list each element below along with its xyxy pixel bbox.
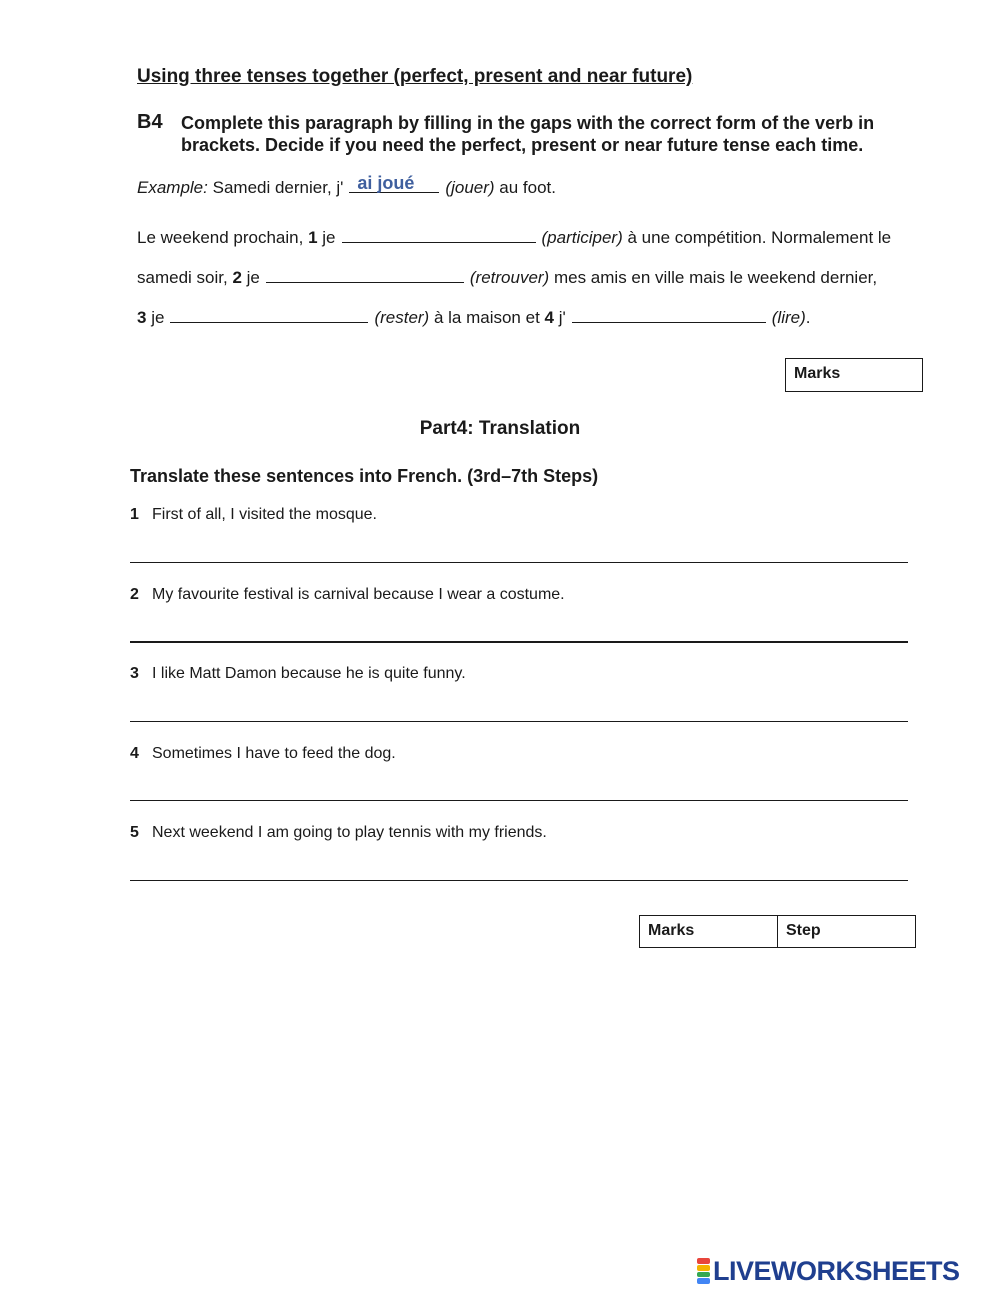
line1-before: Le weekend prochain, <box>137 228 304 247</box>
translation-title: Translate these sentences into French. (3rd–7th Steps) <box>130 466 599 486</box>
answer-line-1[interactable] <box>130 562 908 563</box>
question-number-3: 3 <box>130 665 139 682</box>
answer-line-4[interactable] <box>130 800 908 801</box>
marks-label-1: Marks <box>794 365 841 382</box>
question-number-5: 5 <box>130 824 139 841</box>
logo-text: LIVEWORKSHEETS <box>713 1255 960 1286</box>
line3-pronoun-2: j' <box>558 308 566 327</box>
line1-after: à une compétition. Normalement le <box>627 228 892 247</box>
gap-4-input[interactable] <box>572 308 766 323</box>
gap-2-input[interactable] <box>266 268 464 283</box>
question-number-1: 1 <box>130 506 139 523</box>
example-line <box>137 173 556 198</box>
marks-step-box <box>639 915 916 948</box>
answer-line-5[interactable] <box>130 880 908 881</box>
example-label: Example: <box>137 178 208 197</box>
marks-label-2: Marks <box>640 916 778 947</box>
logo-blocks-icon <box>697 1258 710 1284</box>
question-text-2: My favourite festival is carnival because I wear a costume. <box>152 586 565 603</box>
question-text-3: I like Matt Damon because he is quite funny. <box>152 665 466 682</box>
line2-pronoun: je <box>246 268 260 287</box>
line3-middle: à la maison et <box>433 308 540 327</box>
gap-3-input[interactable] <box>170 308 368 323</box>
line3-verb-2: (lire) <box>771 308 806 327</box>
line1-verb: (participer) <box>541 228 623 247</box>
example-blank <box>349 173 439 193</box>
question-2 <box>130 586 565 604</box>
gap-number-4: 4 <box>544 308 554 327</box>
question-number-2: 2 <box>130 586 139 603</box>
question-3 <box>130 665 466 683</box>
example-verb: (jouer) <box>445 178 495 197</box>
liveworksheets-logo <box>697 1256 960 1286</box>
gap-number-3: 3 <box>137 308 147 327</box>
part-title: Part4: Translation <box>419 418 581 439</box>
paragraph-line-1 <box>137 228 891 248</box>
gap-1-input[interactable] <box>342 228 536 243</box>
example-after: au foot. <box>499 178 556 197</box>
line2-before: samedi soir, <box>137 268 228 287</box>
example-before: Samedi dernier, j' <box>212 178 344 197</box>
question-text-5: Next weekend I am going to play tennis with my friends. <box>152 824 547 841</box>
marks-box-1 <box>785 358 923 392</box>
exercise-instruction: Complete this paragraph by filling in the gaps with the correct form of the verb in brackets. Decide if you need the perfect, present or near future tense each time. <box>181 113 875 155</box>
line3-verb: (rester) <box>374 308 430 327</box>
answer-line-2[interactable] <box>130 641 908 643</box>
step-label: Step <box>786 922 821 939</box>
question-text-1: First of all, I visited the mosque. <box>152 506 377 523</box>
exercise-code: B4 <box>137 111 163 133</box>
line3-pronoun: je <box>151 308 165 327</box>
question-5 <box>130 824 547 842</box>
section-title: Using three tenses together (perfect, present and near future) <box>137 66 693 87</box>
line2-verb: (retrouver) <box>469 268 550 287</box>
answer-line-3[interactable] <box>130 721 908 722</box>
question-text-4: Sometimes I have to feed the dog. <box>152 745 396 762</box>
question-4 <box>130 745 396 763</box>
gap-number-2: 2 <box>232 268 242 287</box>
question-1 <box>130 506 377 524</box>
gap-number-1: 1 <box>308 228 318 247</box>
paragraph-line-3 <box>137 308 811 328</box>
question-number-4: 4 <box>130 745 139 762</box>
line3-end: . <box>805 308 811 327</box>
line2-after: mes amis en ville mais le weekend dernier, <box>553 268 878 287</box>
example-answer: ai joué <box>357 173 415 193</box>
paragraph-line-2 <box>137 268 877 288</box>
line1-pronoun: je <box>322 228 336 247</box>
